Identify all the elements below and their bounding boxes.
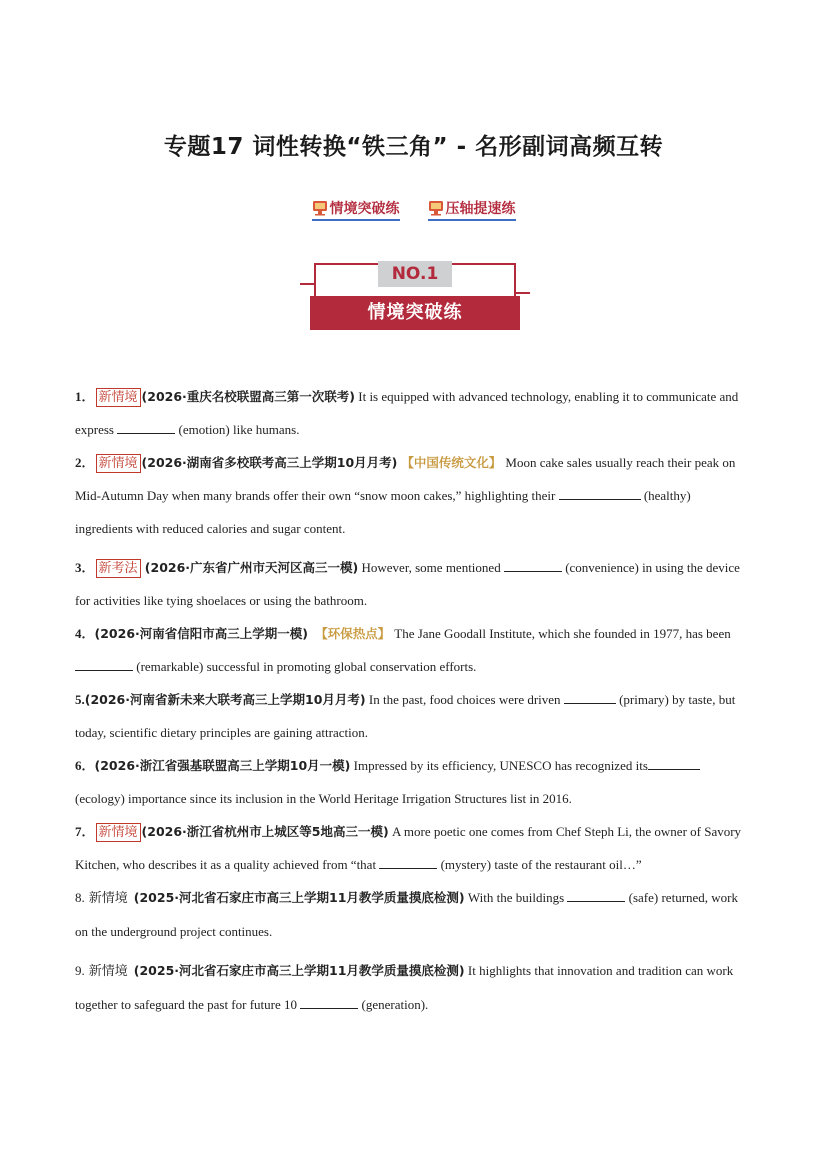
section-number: NO.1: [378, 261, 452, 287]
question-text: (safe) returned, work on the underground project continues.: [75, 890, 739, 939]
question-source: (2026·广东省广州市天河区高三一模): [144, 560, 359, 575]
answer-blank[interactable]: [559, 486, 641, 500]
question-1: [75, 380, 745, 446]
nav-link-situation-breakthrough[interactable]: [312, 198, 400, 221]
tag-badge: 新情境: [96, 823, 141, 842]
tag-badge: 新考法: [96, 559, 141, 578]
tag-badge: 新情境: [96, 388, 141, 407]
question-text: (convenience) in using the device for activities like tying shoelaces or using the bathroom.: [75, 560, 740, 608]
question-text: With the buildings: [464, 890, 568, 905]
question-source: (2026·重庆名校联盟高三第一次联考): [141, 389, 355, 404]
tag-badge: 新情境: [96, 454, 141, 473]
question-text: (mystery) taste of the restaurant oil…”: [437, 857, 642, 872]
question-text: However, some mentioned: [358, 560, 504, 575]
question-source: (2026·浙江省强基联盟高三上学期10月一模): [94, 758, 351, 773]
banner-arm-right: [516, 292, 530, 294]
section-heading: 情境突破练: [310, 296, 520, 330]
question-text: A more poetic one comes from Chef Steph Li, the owner of Savory Kitchen, who describes it as a quality achieved from “that: [75, 824, 742, 872]
question-text: (ecology) importance since its inclusion in the World Heritage Irrigation Structures list in 2016.: [75, 791, 572, 806]
banner-arm-left: [300, 283, 314, 285]
question-8: [75, 881, 745, 948]
monitor-icon: [428, 200, 444, 216]
question-number: 2．: [75, 455, 95, 470]
question-3: [75, 551, 745, 617]
question-text: Impressed by its efficiency, UNESCO has recognized its: [350, 758, 648, 773]
question-text: (primary) by taste, but today, scientific dietary principles are gaining attraction.: [75, 692, 736, 740]
tag-label: 新情境: [88, 891, 128, 906]
question-list: [75, 380, 745, 1021]
theme-label: 【环保热点】: [315, 626, 391, 641]
question-source: (2026·河南省信阳市高三上学期一模): [94, 626, 308, 641]
question-text: In the past, food choices were driven: [365, 692, 564, 707]
question-source: (2025·河北省石家庄市高三上学期11月教学质量摸底检测): [133, 890, 465, 905]
question-text: It is equipped with advanced technology, enabling it to communicate and express: [75, 389, 739, 437]
nav-link-label: 压轴提速练: [445, 201, 516, 217]
question-text: The Jane Goodall Institute, which she founded in 1977, has been: [394, 626, 731, 641]
page-title: 专题17 词性转换“铁三角” - 名形副词高频互转: [163, 134, 664, 160]
answer-blank[interactable]: [300, 995, 358, 1009]
theme-label: 【中国传统文化】: [401, 455, 502, 470]
question-text: (emotion) like humans.: [175, 422, 300, 437]
question-7: [75, 815, 745, 881]
answer-blank[interactable]: [504, 558, 562, 572]
question-9: [75, 954, 745, 1021]
question-text: It highlights that innovation and tradition can work together to safeguard the past for future 10: [75, 963, 734, 1012]
answer-blank[interactable]: [75, 657, 133, 671]
question-source: (2026·浙江省杭州市上城区等5地高三一模): [141, 824, 389, 839]
question-number: 7．: [75, 824, 95, 839]
question-5: [75, 683, 745, 749]
question-text: (generation).: [358, 997, 429, 1012]
question-text: (remarkable) successful in promoting global conservation efforts.: [133, 659, 477, 674]
question-number: 8.: [75, 890, 85, 905]
answer-blank[interactable]: [564, 690, 616, 704]
question-text: (healthy) ingredients with reduced calories and sugar content.: [75, 488, 691, 536]
nav-link-label: 情境突破练: [329, 201, 400, 217]
section-banner: [300, 255, 530, 335]
answer-blank[interactable]: [379, 855, 437, 869]
question-number: 4．: [75, 626, 95, 641]
nav-link-final-speed[interactable]: [428, 198, 516, 221]
question-4: [75, 617, 745, 683]
section-nav: [0, 198, 827, 221]
question-number: 9.: [75, 963, 85, 978]
answer-blank[interactable]: [117, 420, 175, 434]
answer-blank[interactable]: [567, 888, 625, 902]
question-6: [75, 749, 745, 815]
question-source: (2026·湖南省多校联考高三上学期10月月考): [141, 455, 398, 470]
monitor-icon: [312, 200, 328, 216]
question-number: 5.: [75, 692, 85, 707]
tag-label: 新情境: [88, 964, 128, 979]
question-2: [75, 446, 745, 545]
question-text: Moon cake sales usually reach their peak on Mid-Autumn Day when many brands offer their own “snow moon cakes,” highlighting their: [75, 455, 736, 503]
question-number: 6．: [75, 758, 95, 773]
question-source: (2025·河北省石家庄市高三上学期11月教学质量摸底检测): [133, 963, 465, 978]
question-source: (2026·河南省新未来大联考高三上学期10月月考): [84, 692, 366, 707]
question-number: 3．: [75, 560, 95, 575]
question-number: 1．: [75, 389, 95, 404]
answer-blank[interactable]: [648, 756, 700, 770]
